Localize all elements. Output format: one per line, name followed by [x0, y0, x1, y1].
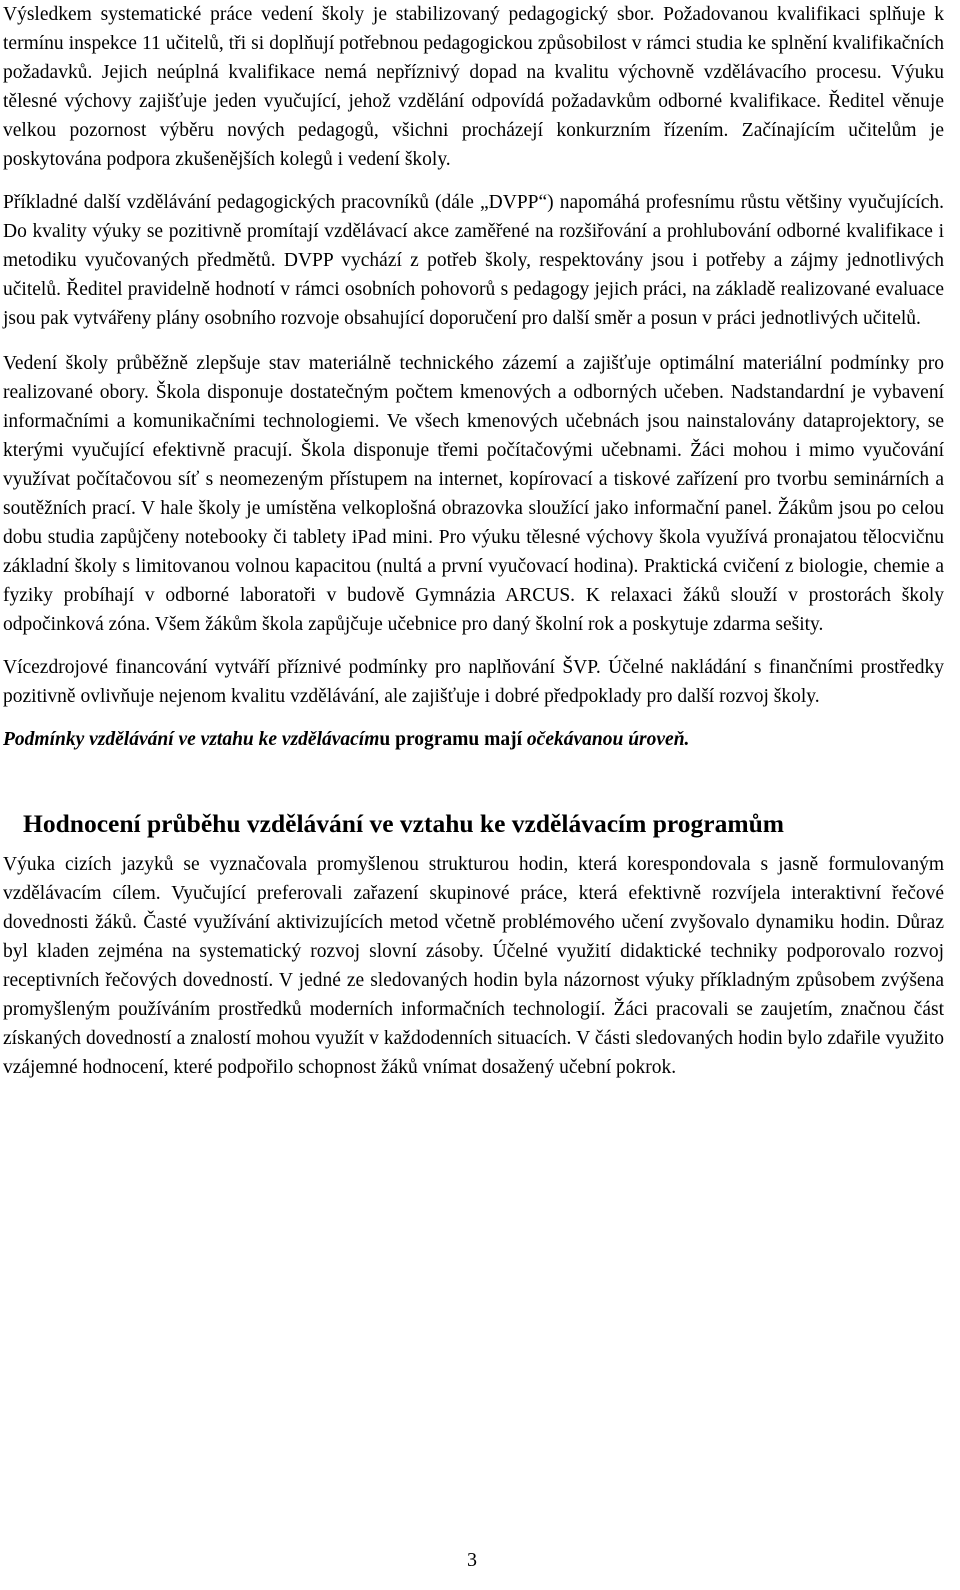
paragraph-staff: Výsledkem systematické práce vedení školy je stabilizovaný pedagogický sbor. Požadovanou kvalifikaci splňuje k termínu inspekce 11 učitelů, tři si doplňují potřebnou pedagogickou způsobilost v rámci studia ke splnění kvalifikačních požadavků. Jejich neúplná kvalifikace nemá nepříznivý dopad na kvalitu výchovně vzdělávacího procesu. Výuku tělesné výchovy zajišťuje jeden vyučující, jehož vzdělání odpovídá požadavkům odborné kvalifikace. Ředitel věnuje velkou pozornost výběru nových pedagogů, všichni procházejí konkurzním řízením. Začínajícím učitelům je poskytována podpora zkušenějších kolegů i vedení školy. — [3, 4, 944, 170]
document-page — [3, 0, 944, 1082]
paragraph-financing: Vícezdrojové financování vytváří příznivé podmínky pro naplňování ŠVP. Účelné nakládání s finančními prostředky pozitivně ovlivňuje nejenom kvalitu vzdělávání, ale zajišťuje i dobré předpoklady pro další rozvoj školy. — [3, 657, 944, 707]
paragraph-languages: Výuka cizích jazyků se vyznačovala promyšlenou strukturou hodin, která korespondovala s jasně formulovaným vzdělávacím cílem. Vyučující preferovali zařazení skupinové práce, která efektivně rozvíjela interaktivní řečové dovednosti žáků. Časté využívání aktivizujících metod včetně problémového učení zvyšovalo dynamiku hodin. Důraz byl kladen zejména na systematický rozvoj slovní zásoby. Účelné využití didaktické techniky podporovalo rozvoj receptivních řečových dovedností. V jedné ze sledovaných hodin byla názornost výuky příkladným způsobem zvýšena promyšleným používáním prostředků moderních informačních technologií. Žáci pracovali se zaujetím, značnou část získaných dovedností a znalostí mohou využít v každodenních situacích. V části sledovaných hodin bylo zdařile využito vzájemné hodnocení, které podpořilo schopnost žáků vnímat dosažený učební pokrok. — [3, 854, 944, 1078]
section-heading: Hodnocení průběhu vzdělávání ve vztahu ke vzdělávacím programům — [23, 809, 785, 838]
conclusion-part1: Podmínky vzdělávání ve vztahu ke vzdělávacím — [3, 729, 380, 750]
conclusion-part2: u programu mají — [379, 729, 527, 750]
paragraph-dvpp: Příkladné další vzdělávání pedagogických pracovníků (dále „DVPP“) napomáhá profesnímu růstu většiny vyučujících. Do kvality výuky se pozitivně promítají vzdělávací akce zaměřené na rozšiřování a prohlubování odborné kvalifikace i metodiku vyučovaných předmětů. DVPP vychází z potřeb školy, respektovány jsou i potřeby a zájmy jednotlivých učitelů. Ředitel pravidelně hodnotí v rámci osobních pohovorů s pedagogy jejich práci, na základě realizované evaluace jsou pak vytvářeny plány osobního rozvoje obsahující doporučení pro další směr a posun v práci jednotlivých učitelů. — [3, 192, 944, 329]
paragraph-equipment: Vedení školy průběžně zlepšuje stav materiálně technického zázemí a zajišťuje optimální materiální podmínky pro realizované obory. Škola disponuje dostatečným počtem kmenových a odborných učeben. Nadstandardní je vybavení informačními a komunikačními technologiemi. Ve všech kmenových učebnách jsou nainstalovány dataprojektory, se kterými vyučující efektivně pracují. Škola disponuje třemi počítačovými učebnami. Žáci mohou i mimo vyučování využívat počítačovou síť s neomezeným přístupem na internet, kopírovací a tiskové zařízení pro tvorbu seminárních a soutěžních prací. V hale školy je umístěna velkoplošná obrazovka sloužící jako informační panel. Žákům jsou po celou dobu studia zapůjčeny notebooky či tablety iPad mini. Pro výuku tělesné výchovy škola využívá pronajatou tělocvičnu základní školy s limitovanou volnou kapacitou (nultá a první vyučovací hodina). Praktická cvičení z biologie, chemie a fyziky probíhají v odborné laboratoři v budově Gymnázia ARCUS. K relaxaci žáků slouží v prostorách školy odpočinková zóna. Všem žákům škola zapůjčuje učebnice pro daný školní rok a poskytuje zdarma sešity. — [3, 353, 944, 635]
page-number: 3 — [467, 1549, 477, 1571]
conclusion-statement — [3, 725, 944, 754]
conclusion-part3: očekávanou úroveň. — [526, 729, 690, 750]
